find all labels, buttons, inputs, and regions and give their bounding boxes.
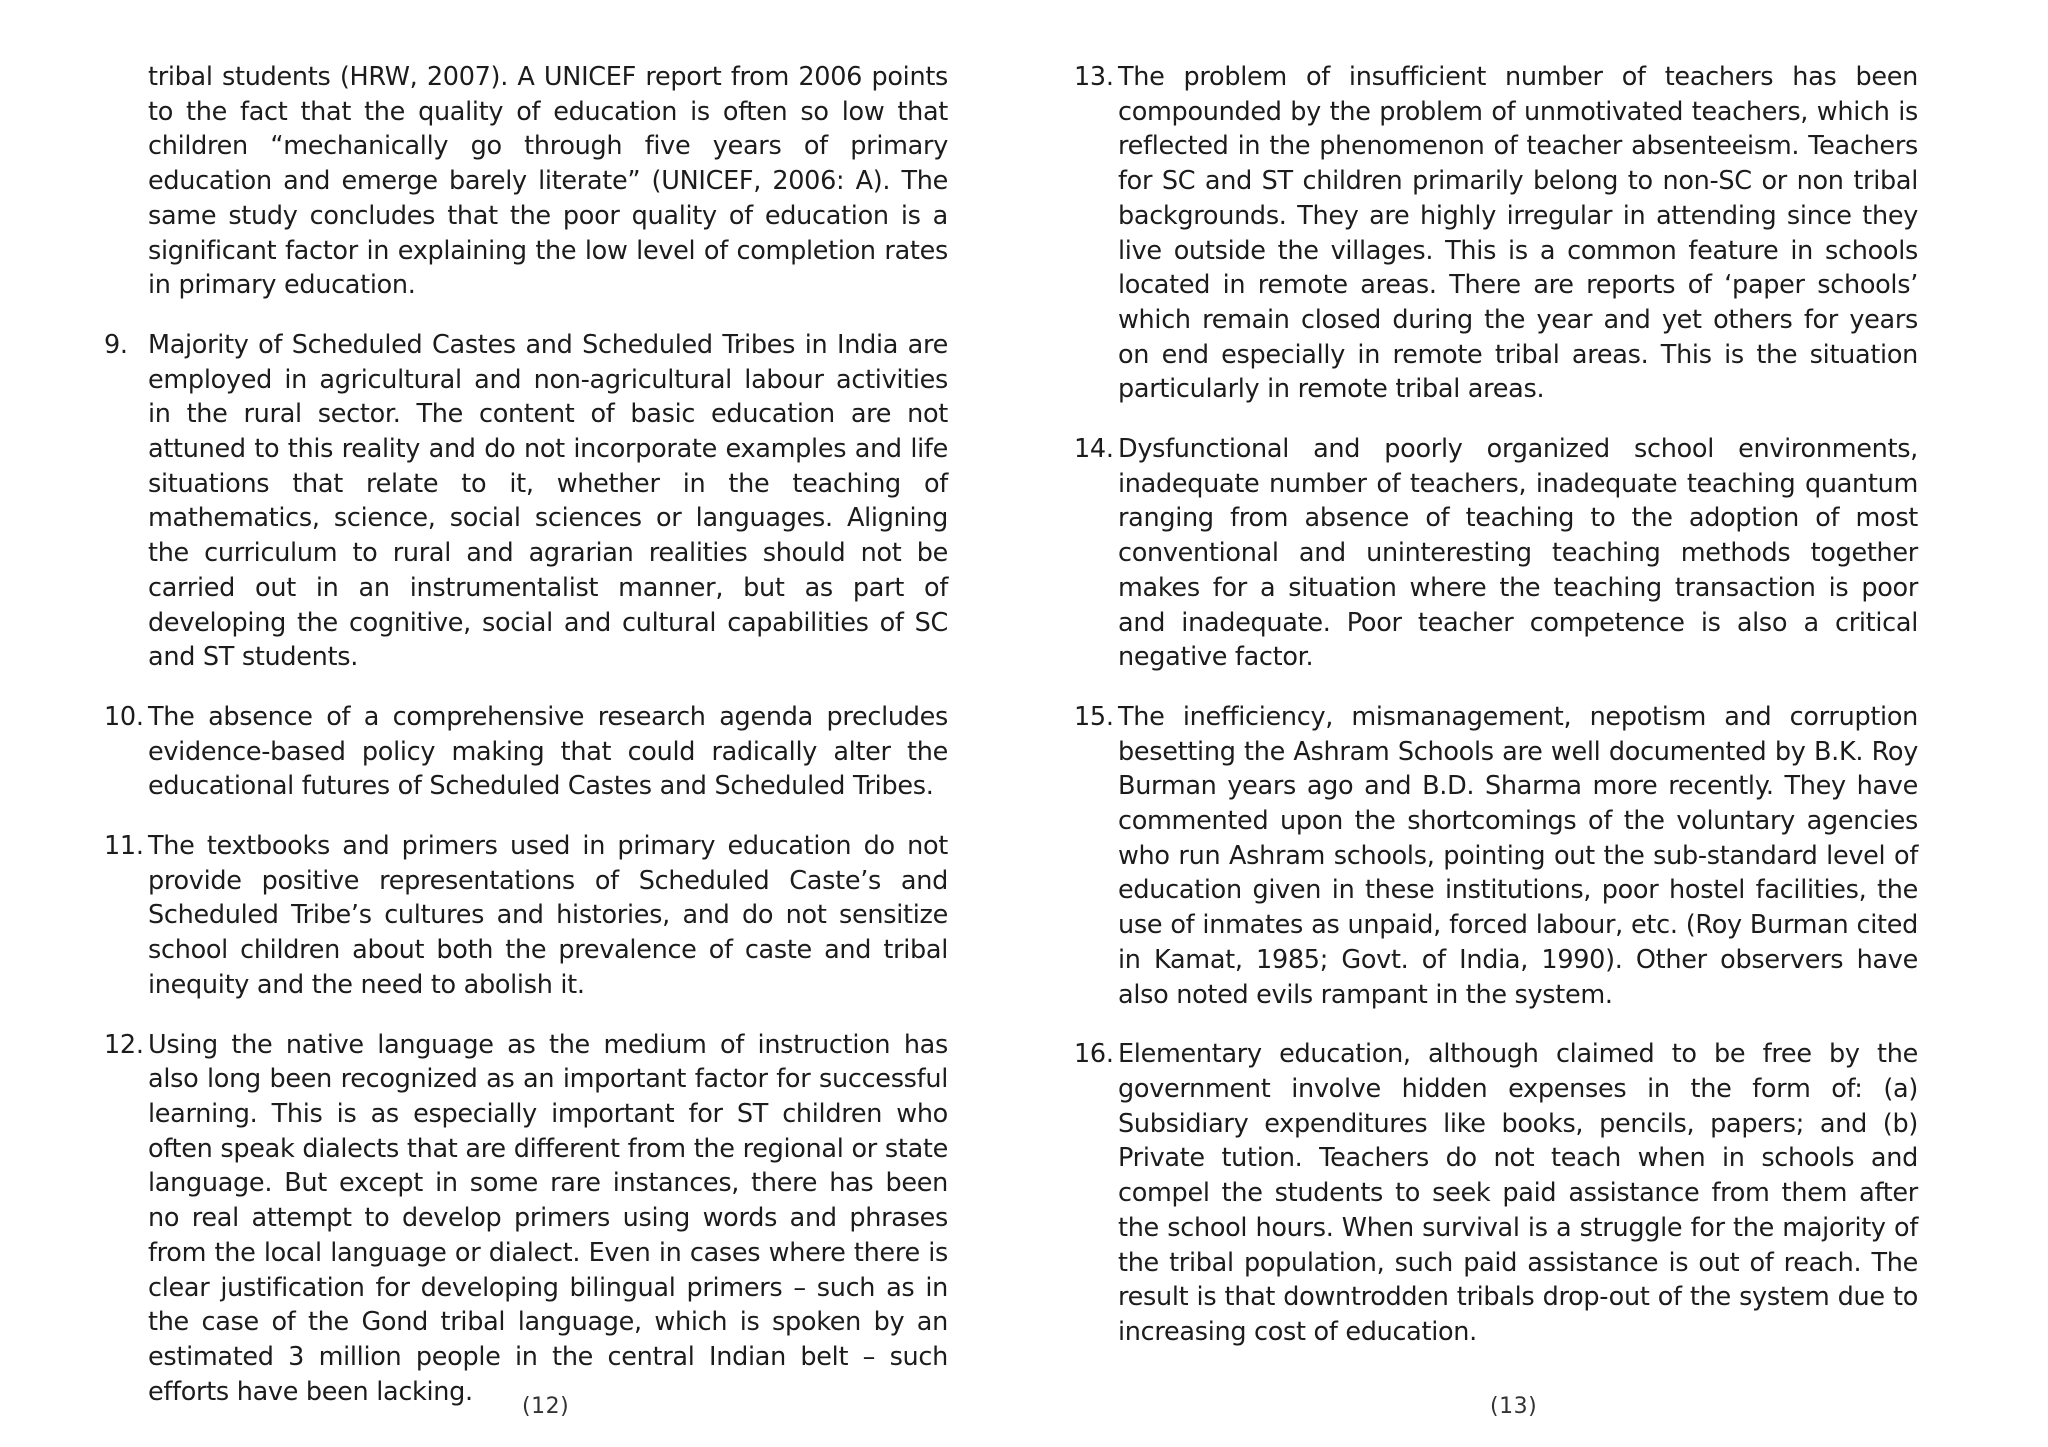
list-item-12: [104, 1028, 948, 1410]
item-number: 16.: [1074, 1039, 1114, 1070]
list-item-15: [1074, 700, 1918, 1012]
list-item-16: [1074, 1037, 1918, 1349]
item-text: The textbooks and primers used in primary education do not provide positive representations of Scheduled Caste’s and Scheduled Tribe’s cultures and histories, and do not sensitize school children about both the prevalence of caste and tribal inequity and the need to abolish it.: [148, 831, 948, 1000]
item-text: The problem of insufficient number of teachers has been compounded by the problem of unmotivated teachers, which is reflected in the phenomenon of teacher absenteeism. Teachers for SC and ST children primarily belong to non-SC or non tribal backgrounds. They are highly irregular in attending since they live outside the villages. This is a common feature in schools located in remote areas. There are reports of ‘paper schools’ which remain closed during the year and yet others for years on end especially in remote tribal areas. This is the situation particularly in remote tribal areas.: [1118, 62, 1918, 405]
item-text: Using the native language as the medium of instruction has also long been recognized as an important factor for successful learning. This is as especially important for ST children who often speak dialects that are different from the regional or state language. But except in some rare instances, there has been no real attempt to develop primers using words and phrases from the local language or dialect. Even in cases where there is clear justification for developing bilingual primers – such as in the case of the Gond tribal language, which is spoken by an estimated 3 million people in the central Indian belt – such efforts have been lacking.: [148, 1029, 948, 1407]
list-item-10: [104, 700, 948, 804]
item-number: 10.: [104, 701, 144, 732]
list-item-13: [1074, 60, 1918, 407]
item-text: The absence of a comprehensive research agenda precludes evidence-based policy making that could radically alter the educational futures of Scheduled Castes and Scheduled Tribes.: [148, 701, 948, 802]
page-number-left: (12): [522, 1394, 570, 1419]
continuation-paragraph: tribal students (HRW, 2007). A UNICEF report from 2006 points to the fact that the quality of education is often so low that children “mechanically go through five years of primary education and emerge barely literate” (UNICEF, 2006: A). The same study concludes that the poor quality of education is a significant factor in explaining the low level of completion rates in primary education.: [148, 62, 948, 301]
item-text: The inefficiency, mismanagement, nepotism and corruption besetting the Ashram Schools are well documented by B.K. Roy Burman years ago and B.D. Sharma more recently. They have commented upon the shortcomings of the voluntary agencies who run Ashram schools, pointing out the sub-standard level of education given in these institutions, poor hostel facilities, the use of inmates as unpaid, forced labour, etc. (Roy Burman cited in Kamat, 1985; Govt. of India, 1990). Other observers have also noted evils rampant in the system.: [1118, 701, 1918, 1010]
list-item-11: [104, 829, 948, 1003]
item-number: 14.: [1074, 434, 1114, 465]
item-number: 11.: [104, 831, 144, 862]
list-item-14: [1074, 432, 1918, 675]
page-number-right: (13): [1490, 1394, 1538, 1419]
right-page: [1074, 60, 1918, 1440]
left-page: [104, 60, 948, 1440]
item-text: Majority of Scheduled Castes and Scheduled Tribes in India are employed in agricultural and non-agricultural labour activities in the rural sector. The content of basic education are not attuned to this reality and do not incorporate examples and life situations that relate to it, whether in the teaching of mathematics, science, social sciences or languages. Aligning the curriculum to rural and agrarian realities should not be carried out in an instrumentalist manner, but as part of developing the cognitive, social and cultural capabilities of SC and ST students.: [148, 329, 948, 673]
list-item-9: [104, 328, 948, 675]
item-number: 12.: [104, 1029, 144, 1060]
item-number: 15.: [1074, 701, 1114, 732]
item-text: Dysfunctional and poorly organized school environments, inadequate number of teachers, inadequate teaching quantum ranging from absence of teaching to the adoption of most conventional and uninteresting teaching methods together makes for a situation where the teaching transaction is poor and inadequate. Poor teacher competence is also a critical negative factor.: [1118, 434, 1918, 673]
item-text: Elementary education, although claimed to be free by the government involve hidden expenses in the form of: (a) Subsidiary expenditures like books, pencils, papers; and (b) Private tution. Teachers do not teach when in schools and compel the students to seek paid assistance from them after the school hours. When survival is a struggle for the majority of the tribal population, such paid assistance is out of reach. The result is that downtrodden tribals drop-out of the system due to increasing cost of education.: [1118, 1039, 1918, 1347]
item-number: 9.: [104, 329, 128, 360]
item-number: 13.: [1074, 62, 1114, 92]
